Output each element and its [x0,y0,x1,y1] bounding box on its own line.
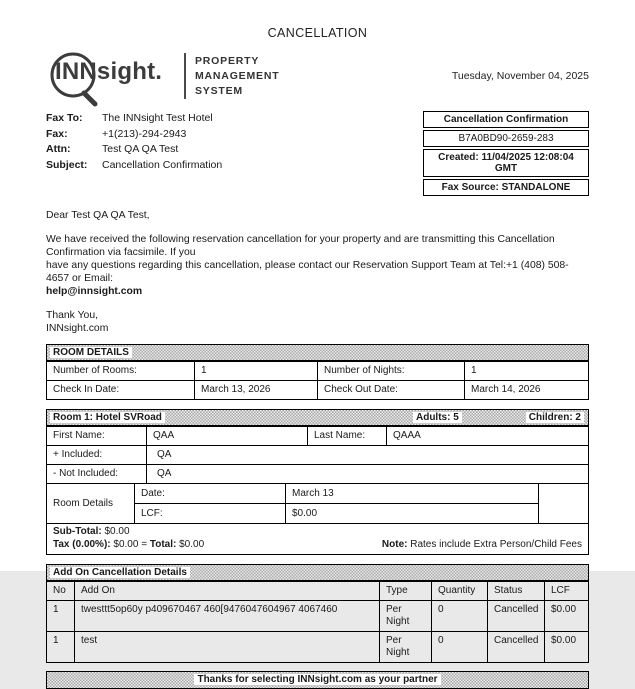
last-name-label: Last Name: [307,427,386,445]
rates-note: Note: Rates include Extra Person/Child Fees [381,538,582,550]
addon-column-header-row [47,581,588,600]
number-of-nights-label: Number of Nights: [317,362,464,380]
confirmation-number: B7A0BD90-2659-283 [423,130,589,147]
room-rate-details [47,483,588,523]
attn-label: Attn: [46,143,71,155]
lcf-label: LCF: [141,508,163,519]
fax-to-label: Fax To: [46,112,83,124]
document-date: Tuesday, November 04, 2025 [451,70,589,82]
room-details-table [46,344,589,400]
total-label: Total: [149,538,177,550]
col-lcf: LCF [544,582,588,600]
confirmation-title: Cancellation Confirmation [423,111,589,128]
first-name-value: QAA [146,427,307,445]
date-label: Date: [141,488,165,499]
fax-info-section [46,111,589,198]
letterhead [46,48,589,104]
addon-row: 1 twesttt5op60y p409670467 460[9476047604967 4067460 Per Night 0 Cancelled $0.00 [47,600,588,631]
check-out-label: Check Out Date: [317,381,464,399]
tax-value: $0.00 = [113,538,148,550]
totals-left [53,526,204,551]
date-value: March 13 [285,484,538,503]
brand-name: INNsight. [55,58,163,85]
room1-table [46,409,589,555]
addon-header: Add On Cancellation Details [47,565,588,581]
check-out-value: March 14, 2026 [464,381,588,399]
subtotal-value: $0.00 [104,526,130,537]
innsight-logo [46,48,279,104]
lcf-row [135,503,538,523]
not-included-row [47,464,588,483]
check-in-value: March 13, 2026 [194,381,317,399]
included-label: + Included: [53,449,103,460]
fax-source: Fax Source: STANDALONE [423,179,589,196]
footer-banner [46,671,589,689]
footer-text: Thanks for selecting INNsight.com as your partner [194,674,440,685]
body-line-1: We have received the following reservation cancellation for your property and are transmitting this Cancellation Confirmation via facsimile. If you [46,234,555,258]
confirmation-box [423,111,589,198]
logo-tagline: PROPERTY MANAGEMENT SYSTEM [195,54,280,97]
included-value: QA [146,446,588,464]
room-details-header: ROOM DETAILS [47,345,588,361]
included-row [47,445,588,464]
room-details-label: Room Details [53,498,114,509]
number-of-rooms-label: Number of Rooms: [53,365,137,376]
tax-label: Tax (0.00%): [53,538,111,550]
closing: Thank You, INNsight.com [46,310,109,334]
room1-title: Room 1: Hotel SVRoad [50,412,165,423]
logo-divider [184,53,186,99]
body-line-2: have any questions regarding this cancellation, please contact our Reservation Support Team at Tel:+1 (408) 508-4657 or Email: [46,260,569,284]
magnifier-logo-icon [46,48,178,104]
not-included-value: QA [146,465,588,483]
adults-count: Adults: 5 [413,412,462,423]
fax-to-value: The INNsight Test Hotel [102,112,213,124]
col-addon: Add On [74,582,379,600]
col-no: No [53,585,66,596]
support-email: help@innsight.com [46,286,143,297]
totals-row [47,523,588,554]
subject-value: Cancellation Confirmation [102,158,223,171]
col-status: Status [487,582,544,600]
greeting: Dear Test QA QA Test, [46,210,150,221]
fax-recipient-block [46,111,222,173]
children-count: Children: 2 [526,412,584,423]
document-title: CANCELLATION [267,26,368,40]
attn-value: Test QA QA Test [102,143,179,155]
col-type: Type [379,582,431,600]
addon-cancellation-table [46,564,589,663]
empty-cell [538,484,588,523]
guest-name-row [47,426,588,445]
subtotal-label: Sub-Total: [53,526,102,537]
date-row [135,484,538,503]
room1-header [47,410,588,426]
check-in-label: Check In Date: [53,384,120,395]
fax-number-value: +1(213)-294-2943 [102,127,187,140]
number-of-rooms-value: 1 [194,362,317,380]
last-name-value: QAAA [386,427,588,445]
subject-label: Subject: [46,158,88,171]
lcf-value: $0.00 [285,504,538,523]
number-of-nights-value: 1 [464,362,588,380]
created-timestamp: Created: 11/04/2025 12:08:04 GMT [423,149,589,177]
addon-row: 1 test Per Night 0 Cancelled $0.00 [47,631,588,662]
fax-number-label: Fax: [46,127,68,140]
total-value: $0.00 [179,538,205,550]
table-row [47,380,588,399]
letter-body [46,209,589,335]
col-quantity: Quantity [431,582,487,600]
table-row [47,361,588,380]
first-name-label: First Name: [53,430,105,441]
not-included-label: - Not Included: [53,468,119,479]
